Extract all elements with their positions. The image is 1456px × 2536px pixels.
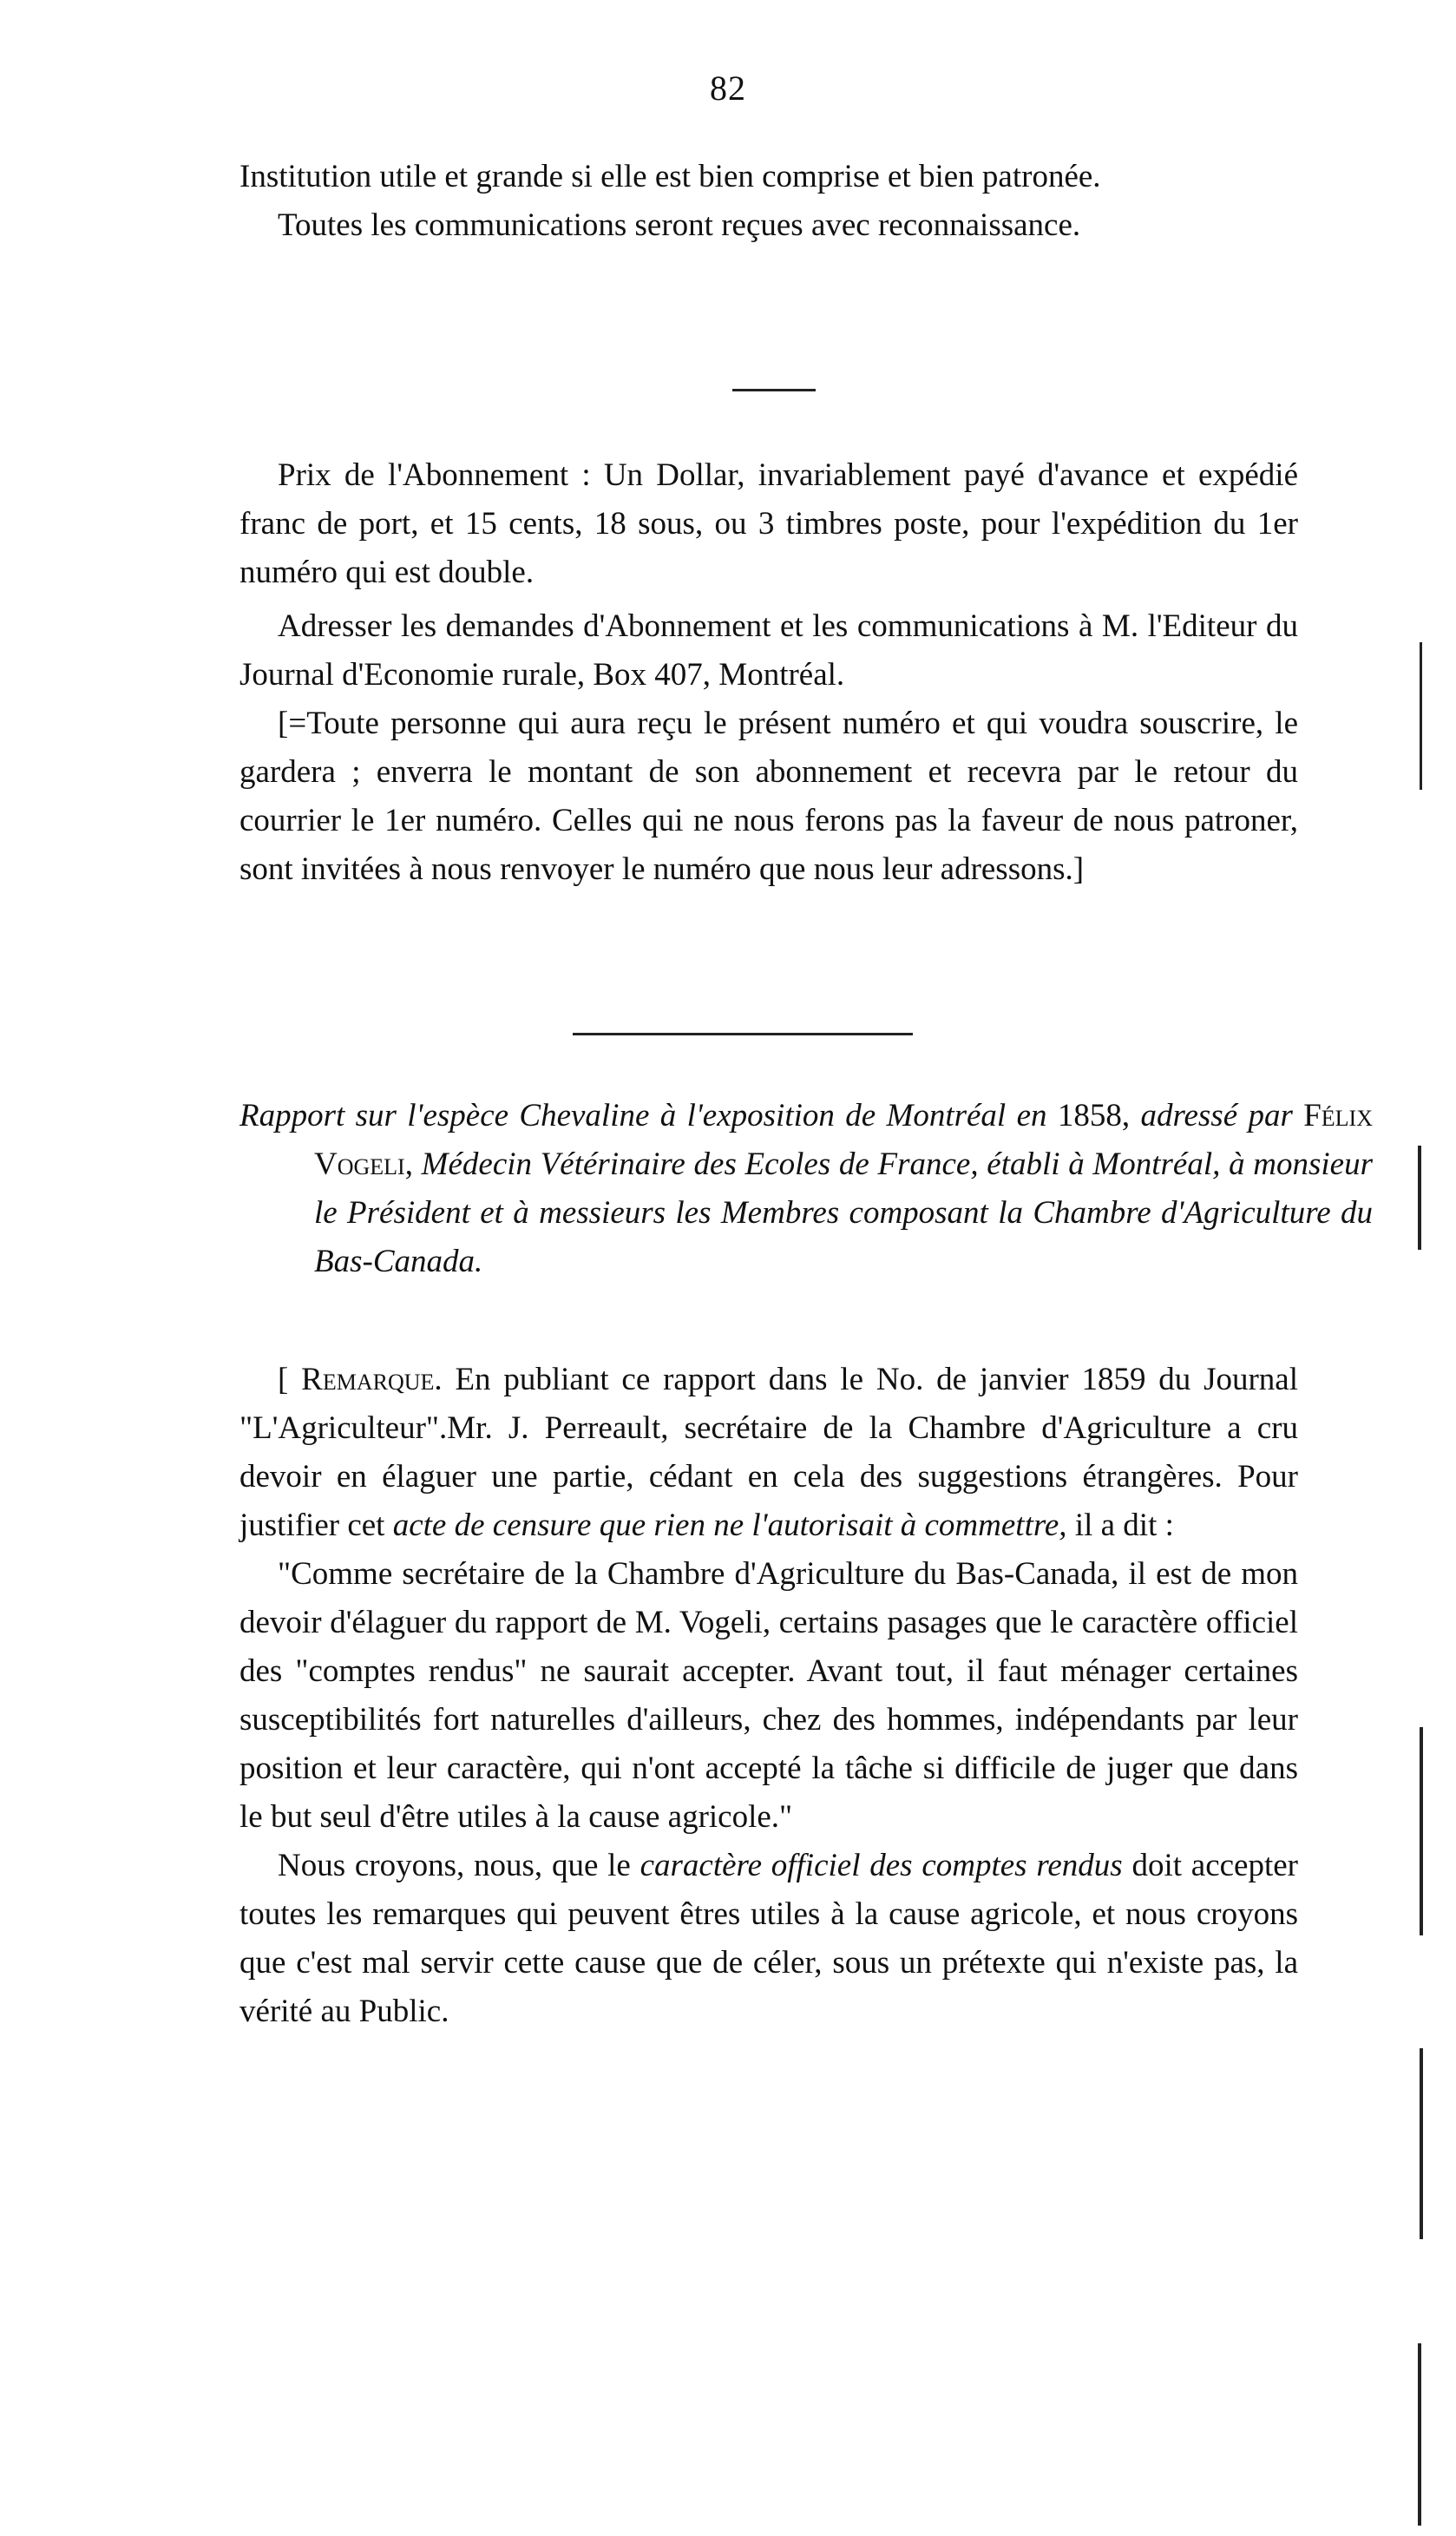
intro-section [239, 153, 1298, 250]
remark-closing-paragraph [239, 1842, 1298, 2036]
intro-paragraph-1: Institution utile et grande si elle est bien comprise et bien patronée. [239, 159, 1101, 194]
remark-text-1: En publiant ce rapport dans le No. de janvier 1859 du Journal "L'Agriculteur".Mr. J. Perreault, secrétaire de la Chambre d'Agriculture a cru devoir en élaguer une partie, cédant en cela des suggestions étrangères. Pour justifier cet [239, 1362, 1298, 1543]
intro-paragraph-2: Toutes les communications seront reçues avec reconnaissance. [278, 207, 1081, 243]
remark-section [239, 1356, 1298, 2036]
remark-paragraph [239, 1356, 1298, 1550]
report-title-part-1: Rapport sur l'espèce Chevaline à l'exposition de Montréal en [239, 1098, 1058, 1133]
subscription-address-paragraph: Adresser les demandes d'Abonnement et les communications à M. l'Editeur du Journal d'Economie rurale, Box 407, Montréal. [239, 608, 1298, 693]
report-year: 1858, [1057, 1098, 1131, 1133]
remark-closing-text-2: doit accepter toutes les remarques qui peuvent êtres utiles à la cause agricole, et nous croyons que c'est mal servir cette cause que de céler, sous un prétexte qui n'existe pas, la vérité au Public. [239, 1848, 1298, 2029]
remark-text-2: il a dit : [1066, 1508, 1174, 1543]
subscription-section [239, 451, 1298, 894]
report-title-part-3: Médecin Vétérinaire des Ecoles de France, établi à Montréal, à monsieur le Président et à messieurs les Membres composant la Chambre d'Agriculture du Bas-Canada. [314, 1146, 1373, 1279]
long-divider [573, 1033, 913, 1035]
short-divider [732, 389, 816, 391]
scan-edge-line-1 [1420, 642, 1422, 790]
report-title-part-2: adressé par [1130, 1098, 1304, 1133]
remark-closing-text-1: Nous croyons, nous, que le [278, 1848, 640, 1883]
report-title [239, 1092, 1373, 1286]
scan-edge-line-2 [1418, 1146, 1421, 1250]
remark-closing-italic: caractère officiel des comptes rendus [639, 1848, 1123, 1883]
report-author: Félix Vogeli, [314, 1098, 1373, 1182]
subscription-notice-paragraph: [=Toute personne qui aura reçu le présent numéro et qui voudra souscrire, le gardera ; enverra le montant de son abonnement et recevra par le retour du courrier le 1er numéro. Celles qui ne nous ferons pas la faveur de nous patroner, sont invitées à nous renvoyer le numéro que nous leur adressons.] [239, 706, 1298, 887]
page-number: 82 [710, 69, 746, 108]
scan-edge-line-4 [1420, 2048, 1423, 2239]
remark-italic-phrase: acte de censure que rien ne l'autorisait à commettre, [392, 1508, 1067, 1543]
scan-edge-line-3 [1420, 1727, 1423, 1935]
scan-edge-marks [1352, 0, 1456, 2536]
scan-edge-line-5 [1418, 2343, 1421, 2526]
remark-open-bracket: [ [278, 1362, 302, 1397]
subscription-price-paragraph: Prix de l'Abonnement : Un Dollar, invariablement payé d'avance et expédié franc de port, et 15 cents, 18 sous, ou 3 timbres poste, pour l'expédition du 1er numéro qui est double. [239, 457, 1298, 590]
remark-label: Remarque. [301, 1362, 443, 1397]
remark-quote-paragraph: "Comme secrétaire de la Chambre d'Agriculture du Bas-Canada, il est de mon devoir d'élaguer du rapport de M. Vogeli, certains pasages que le caractère officiel des "comptes rendus" ne saurait accepter. Avant tout, il faut ménager certaines susceptibilités fort naturelles d'ailleurs, chez des hommes, indépendants par leur position et leur caractère, qui n'ont accepté la tâche si difficile de juger que dans le but seul d'être utiles à la cause agricole." [239, 1556, 1298, 1835]
